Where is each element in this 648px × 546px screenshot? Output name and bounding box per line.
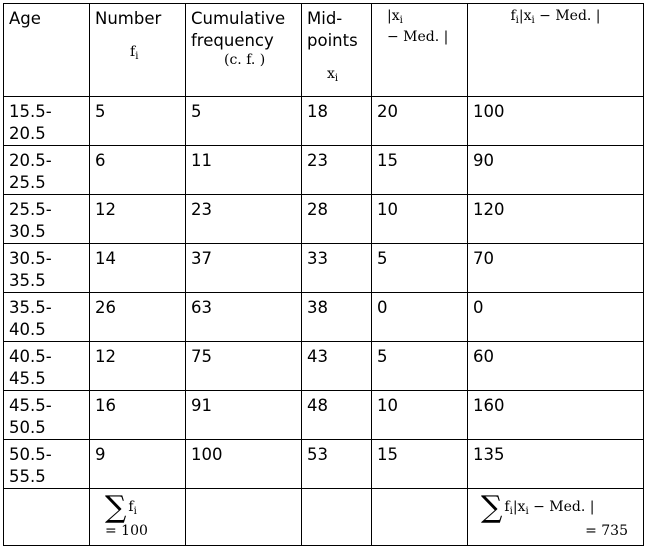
product-header bbox=[468, 4, 644, 97]
frequency-cell: 12 bbox=[90, 342, 186, 391]
sigma-symbol: ∑ bbox=[105, 490, 127, 525]
product-cell: 90 bbox=[468, 146, 644, 195]
deviation-cell: 5 bbox=[372, 244, 468, 293]
empty-cell bbox=[4, 489, 90, 546]
totals-row bbox=[4, 489, 644, 546]
midpoint-cell: 53 bbox=[302, 440, 372, 489]
deviation-cell: 5 bbox=[372, 342, 468, 391]
cumulative-frequency-cell: 23 bbox=[186, 195, 302, 244]
product-header-formula bbox=[473, 8, 638, 29]
empty-cell bbox=[302, 489, 372, 546]
cumulative-frequency-cell: 63 bbox=[186, 293, 302, 342]
midpoint-cell: 43 bbox=[302, 342, 372, 391]
age-lower: 25.5- bbox=[9, 200, 52, 219]
sum-prod-f: f bbox=[504, 499, 510, 515]
midpoint-cell: 33 bbox=[302, 244, 372, 293]
age-upper: 35.5 bbox=[9, 271, 46, 290]
deviation-cell: 10 bbox=[372, 391, 468, 440]
sigma-symbol: ∑ bbox=[481, 490, 503, 525]
age-upper: 45.5 bbox=[9, 369, 46, 388]
age-cell bbox=[4, 195, 90, 244]
cumulative-frequency-cell: 5 bbox=[186, 97, 302, 146]
mid-symbol: x bbox=[327, 66, 335, 82]
cumulative-frequency-cell: 37 bbox=[186, 244, 302, 293]
sum-frequency-cell bbox=[90, 489, 186, 546]
age-upper: 40.5 bbox=[9, 320, 46, 339]
sum-prod-x-subscript: i bbox=[525, 506, 529, 517]
number-subscript: i bbox=[135, 51, 139, 62]
frequency-cell: 16 bbox=[90, 391, 186, 440]
age-cell bbox=[4, 391, 90, 440]
dev-subscript: i bbox=[399, 15, 403, 26]
frequency-cell: 9 bbox=[90, 440, 186, 489]
frequency-cell: 26 bbox=[90, 293, 186, 342]
sum-product-value: = 735 bbox=[585, 523, 628, 539]
sum-frequency-expression bbox=[95, 490, 180, 525]
dev-header-line1 bbox=[377, 8, 462, 29]
mid-subscript: i bbox=[334, 73, 339, 84]
age-upper: 30.5 bbox=[9, 222, 46, 241]
cumulative-frequency-cell: 75 bbox=[186, 342, 302, 391]
sum-frequency-value: = 100 bbox=[105, 523, 148, 539]
deviation-cell: 15 bbox=[372, 440, 468, 489]
sum-f-subscript: i bbox=[133, 506, 137, 517]
age-lower: 50.5- bbox=[9, 445, 52, 464]
cumulative-frequency-cell: 91 bbox=[186, 391, 302, 440]
sum-prod-rest: − Med. | bbox=[528, 499, 595, 515]
age-header-label: Age bbox=[9, 9, 41, 28]
age-cell bbox=[4, 440, 90, 489]
age-upper: 25.5 bbox=[9, 173, 46, 192]
empty-cell bbox=[186, 489, 302, 546]
age-lower: 20.5- bbox=[9, 151, 52, 170]
cf-header-line1: Cumulative bbox=[191, 9, 286, 28]
mid-header-symbol bbox=[307, 66, 366, 87]
mid-header-line2: points bbox=[307, 31, 358, 50]
prod-x-symbol: |x bbox=[518, 8, 532, 24]
product-cell: 0 bbox=[468, 293, 644, 342]
product-cell: 120 bbox=[468, 195, 644, 244]
frequency-table bbox=[3, 3, 644, 546]
deviation-cell: 10 bbox=[372, 195, 468, 244]
age-cell bbox=[4, 146, 90, 195]
age-lower: 35.5- bbox=[9, 298, 52, 317]
midpoint-cell: 28 bbox=[302, 195, 372, 244]
prod-rest: − Med. | bbox=[534, 8, 601, 24]
table-row bbox=[4, 293, 644, 342]
number-header bbox=[90, 4, 186, 97]
frequency-cell: 5 bbox=[90, 97, 186, 146]
table-row bbox=[4, 391, 644, 440]
header-row bbox=[4, 4, 644, 97]
product-cell: 135 bbox=[468, 440, 644, 489]
age-cell bbox=[4, 342, 90, 391]
dev-symbol: |x bbox=[387, 8, 400, 24]
table-row bbox=[4, 195, 644, 244]
deviation-cell: 20 bbox=[372, 97, 468, 146]
age-lower: 45.5- bbox=[9, 396, 52, 415]
age-upper: 55.5 bbox=[9, 467, 46, 486]
cf-header-abbr: (c. f. ) bbox=[224, 52, 266, 68]
midpoint-cell: 38 bbox=[302, 293, 372, 342]
cf-header-line2: frequency bbox=[191, 31, 274, 50]
table-row bbox=[4, 342, 644, 391]
deviation-cell: 15 bbox=[372, 146, 468, 195]
table-row bbox=[4, 97, 644, 146]
mid-header-line1: Mid- bbox=[307, 9, 343, 28]
cumulative-frequency-cell: 11 bbox=[186, 146, 302, 195]
age-lower: 30.5- bbox=[9, 249, 52, 268]
midpoint-cell: 23 bbox=[302, 146, 372, 195]
sum-prod-x: |x bbox=[512, 499, 526, 515]
midpoint-cell: 48 bbox=[302, 391, 372, 440]
product-cell: 70 bbox=[468, 244, 644, 293]
age-upper: 50.5 bbox=[9, 418, 46, 437]
age-upper: 20.5 bbox=[9, 124, 46, 143]
age-lower: 40.5- bbox=[9, 347, 52, 366]
product-cell: 160 bbox=[468, 391, 644, 440]
age-header bbox=[4, 4, 90, 97]
sum-product-cell bbox=[468, 489, 644, 546]
prod-x-subscript: i bbox=[531, 15, 535, 26]
number-header-label: Number bbox=[95, 9, 162, 28]
age-lower: 15.5- bbox=[9, 102, 52, 121]
age-cell bbox=[4, 97, 90, 146]
deviation-header bbox=[372, 4, 468, 97]
frequency-cell: 12 bbox=[90, 195, 186, 244]
deviation-cell: 0 bbox=[372, 293, 468, 342]
frequency-cell: 6 bbox=[90, 146, 186, 195]
empty-cell bbox=[372, 489, 468, 546]
product-cell: 60 bbox=[468, 342, 644, 391]
midpoints-header bbox=[302, 4, 372, 97]
table-row bbox=[4, 244, 644, 293]
age-cell bbox=[4, 244, 90, 293]
number-header-symbol bbox=[95, 44, 180, 65]
sum-product-expression bbox=[473, 490, 638, 525]
table-row bbox=[4, 440, 644, 489]
number-symbol: f bbox=[130, 44, 136, 60]
sum-f-symbol: f bbox=[128, 499, 134, 515]
dev-header-line2: − Med. | bbox=[387, 29, 449, 45]
cumulative-frequency-header bbox=[186, 4, 302, 97]
frequency-cell: 14 bbox=[90, 244, 186, 293]
product-cell: 100 bbox=[468, 97, 644, 146]
midpoint-cell: 18 bbox=[302, 97, 372, 146]
sum-prod-f-subscript: i bbox=[509, 506, 513, 517]
cumulative-frequency-cell: 100 bbox=[186, 440, 302, 489]
prod-f-symbol: f bbox=[510, 8, 516, 24]
table-row bbox=[4, 146, 644, 195]
age-cell bbox=[4, 293, 90, 342]
prod-f-subscript: i bbox=[515, 15, 519, 26]
